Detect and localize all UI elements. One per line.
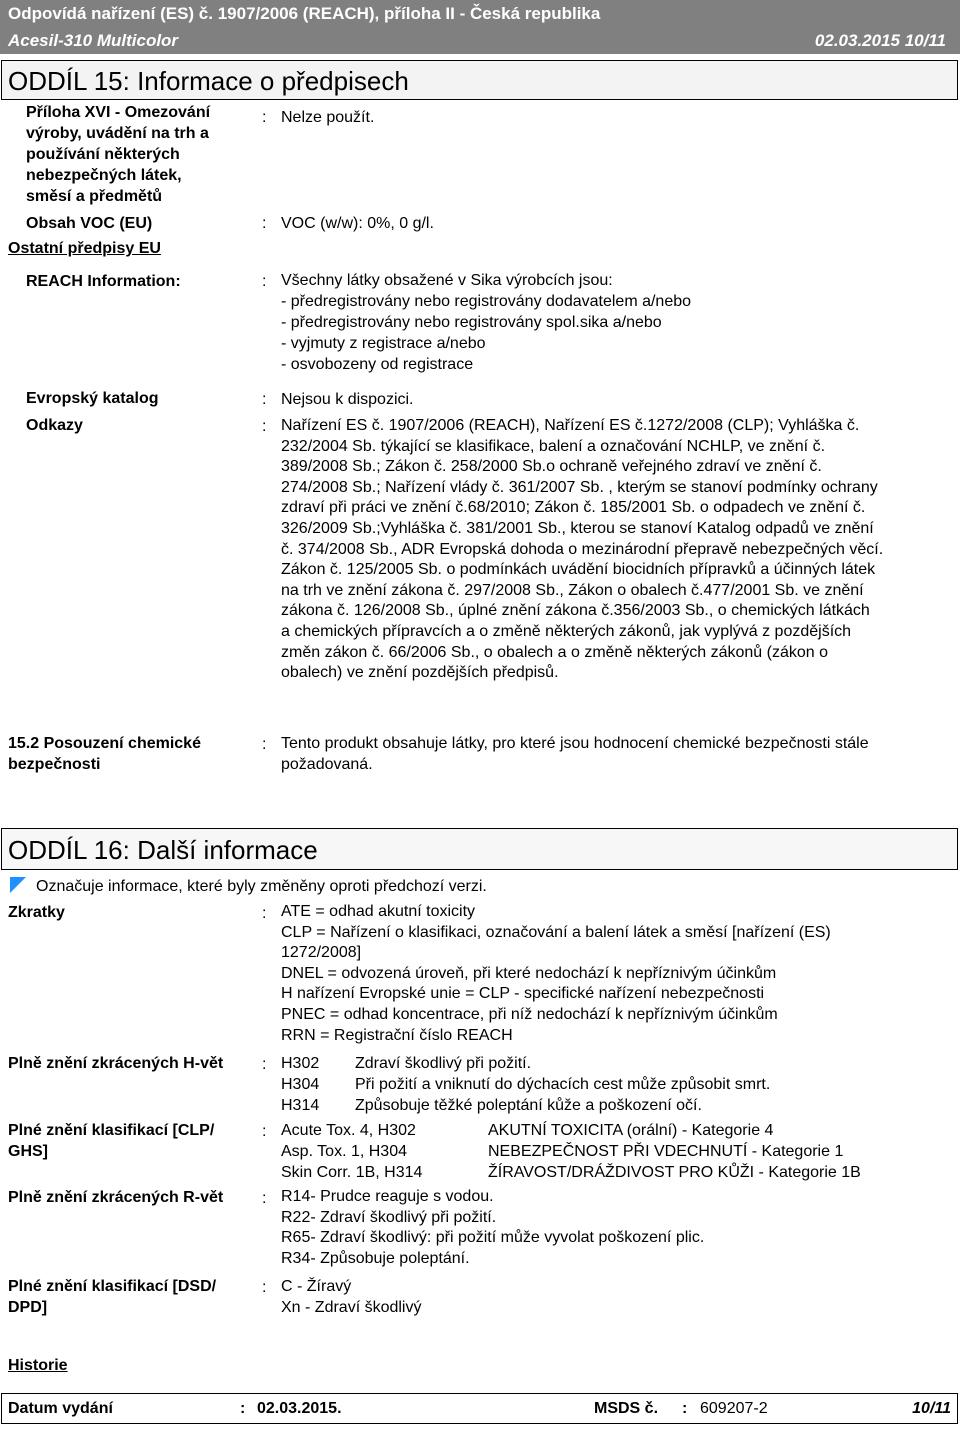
msds-label: MSDS č. [594,1400,659,1417]
colon: : [262,1123,267,1140]
h-statements-label: Plně znění zkrácených H-vět [8,1055,224,1072]
r-phrases-value: R14- Prudce reaguje s vodou. R22- Zdraví škodlivý při požití. R65- Zdraví škodlivý: při požití může vyvolat poškození plic. R34- Způsobuje poleptání. [281,1188,705,1267]
colon: : [262,273,267,290]
csa-value: Tento produkt obsahuje látky, pro které jsou hodnocení chemické bezpečnosti stále požadovaná. [281,735,869,773]
catalog-value: Nejsou k dispozici. [281,391,414,408]
references-value: Nařízení ES č. 1907/2006 (REACH), Nařízení ES č.1272/2008 (CLP); Vyhláška č. 232/2004 Sb. týkající se klasifikace, balení a označování NCHLP, ve znění č. 389/2008 Sb.; Zákon č. 258/2000 Sb.o ochraně veřejného zdraví ve znění č. 274/2008 Sb.; Nařízení vlády č. 361/2007 Sb. , kterým se stanoví podmínky ochrany zdraví při práci ve znění č.68/2010; Zákon č. 185/2001 Sb. o odpadech ve znění č. 326/2009 Sb.;Vyhláška č. 381/2001 Sb., kterou se stanoví Katalog odpadů ve znění č. 374/2008 Sb., ADR Evropská dohoda o mezinárodní přepravě nebezpečných věcí. Zákon č. 125/2005 Sb. o podmínkách uvádění biocidních přípravků a účinných látek na trh ve znění zákona č. 297/2008 Sb., Zákon o obalech č.477/2001 Sb. ve znění zákona č. 126/2008 Sb., úplné znění zákona č.356/2003 Sb., o chemických látkách a chemických přípravcích a o změně některých zákonů, jak vyplývá z pozdějších změn zákon č. 66/2006 Sb., o obalech a o změně některých zákonů (zákon o obalech) ve znění pozdějších předpisů. [281,417,884,682]
colon: : [240,1400,246,1417]
colon: : [262,391,267,408]
issue-date-label: Datum vydání [8,1400,113,1417]
section-15-title: ODDÍL 15: Informace o předpisech [1,60,958,100]
colon: : [262,215,267,232]
colon: : [262,736,267,753]
reach-label: REACH Information: [26,273,181,290]
section-16-title: ODDÍL 16: Další informace [1,828,958,870]
product-name: Acesil-310 Multicolor [8,31,179,50]
abbreviations-value: ATE = odhad akutní toxicity CLP = Nařízení o klasifikaci, označování a balení látek a směsí [nařízení (ES) 1272/2008] DNEL = odvozená úroveň, při které nedochází k nepříznivým účinkům H nařízení Evropské unie = CLP - specifické nařízení nebezpečnosti PNEC = odhad koncentrace, při níž nedochází k nepříznivým účinkům RRN = Registrační číslo REACH [281,903,831,1044]
dsd-classification-value: C - Žíravý Xn - Zdraví škodlivý [281,1278,422,1316]
page-footer [1,1393,958,1424]
annex-xvi-value: Nelze použít. [281,109,375,126]
annex-xvi-label: Příloha XVI - Omezování výroby, uvádění na trh a používání některých nebezpečných látek, směsí a předmětů [26,104,211,205]
footer-page-number: 10/11 [912,1400,951,1417]
abbreviations-label: Zkratky [8,904,65,921]
clp-classification-label: Plné znění klasifikací [CLP/ GHS] [8,1122,215,1160]
catalog-label: Evropský katalog [26,390,159,407]
reach-value: Všechny látky obsažené v Sika výrobcích jsou: - předregistrovány nebo registrovány dodavatelem a/nebo - předregistrovány nebo registrovány spol.sika a/nebo - vyjmuty z registrace a/nebo - osvobozeny od registrace [281,272,692,373]
colon: : [262,905,267,922]
changed-note: Označuje informace, které byly změněny oproti předchozí verzi. [36,878,487,895]
references-label: Odkazy [26,417,83,434]
other-eu-regulations-heading: Ostatní předpisy EU [8,240,161,257]
csa-label: 15.2 Posouzení chemické bezpečnosti [8,735,201,773]
voc-label: Obsah VOC (EU) [26,215,153,232]
colon: : [262,418,267,435]
page-header-regulation [0,0,960,27]
colon: : [262,1190,267,1207]
voc-value: VOC (w/w): 0%, 0 g/l. [281,215,434,232]
r-phrases-label: Plně znění zkrácených R-vět [8,1189,224,1206]
page-header-product [0,27,960,54]
dsd-classification-label: Plné znění klasifikací [DSD/ DPD] [8,1278,217,1316]
msds-number: 609207-2 [700,1400,768,1417]
colon: : [262,1279,267,1296]
colon: : [682,1400,688,1417]
header-date-page: 02.03.2015 10/11 [814,31,946,50]
history-heading: Historie [8,1357,68,1374]
colon: : [262,1056,267,1073]
changed-marker-icon [10,877,26,893]
issue-date-value: 02.03.2015. [257,1400,342,1417]
regulation-title: Odpovídá nařízení (ES) č. 1907/2006 (REACH), příloha II - Česká republika [8,4,601,23]
colon: : [262,109,267,126]
